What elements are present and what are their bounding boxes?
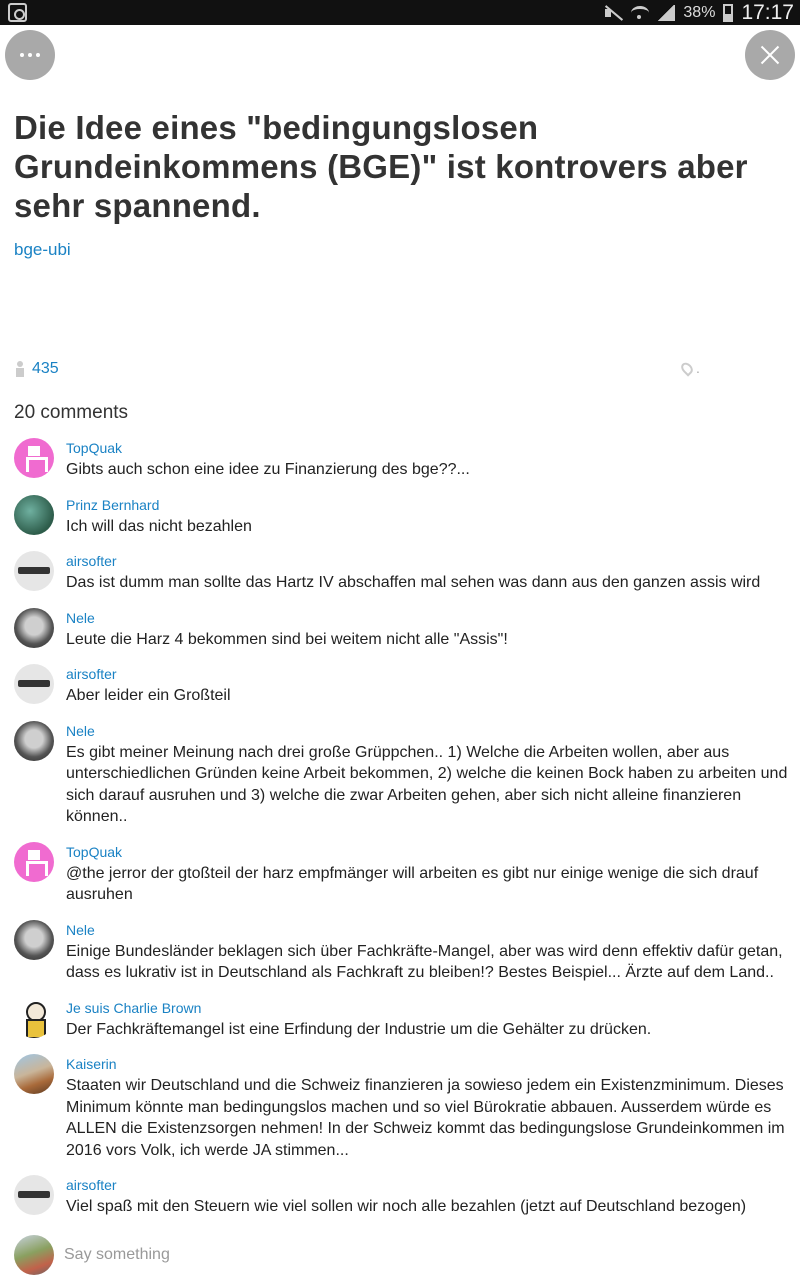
comment-author[interactable]: Prinz Bernhard bbox=[66, 496, 160, 513]
notification-icon bbox=[8, 3, 27, 22]
avatar[interactable] bbox=[14, 438, 54, 478]
avatar[interactable] bbox=[14, 551, 54, 591]
comment-item bbox=[14, 438, 794, 481]
battery-icon bbox=[723, 4, 733, 22]
status-bar bbox=[0, 0, 800, 25]
avatar[interactable] bbox=[14, 721, 54, 761]
location-pin-icon bbox=[679, 360, 695, 376]
comment-text: Es gibt meiner Meinung nach drei große Grüppchen.. 1) Welche die Arbeiten wollen, aber aus unterschiedlichen Gründen keine Arbeit bekommen, 2) welche die keinen Bock haben zu arbeiten und sich darauf ausruhen und 3) welche die zwar Arbeiten gehen, aber sich nicht alleine finanzieren können.. bbox=[66, 743, 788, 825]
comments-count: 20 comments bbox=[14, 402, 129, 423]
comment-text: @the jerror der gtoßteil der harz empfmänger will arbeiten es gibt nur einige wenige die sich drauf ausruhen bbox=[66, 864, 759, 903]
comment-item bbox=[14, 608, 794, 651]
comment-author[interactable]: Kaiserin bbox=[66, 1056, 117, 1072]
comment-input[interactable] bbox=[64, 1240, 764, 1270]
comment-item bbox=[14, 842, 794, 906]
comment-author[interactable]: airsofter bbox=[66, 553, 117, 569]
comment-author[interactable]: Nele bbox=[66, 722, 95, 739]
comment-author[interactable]: TopQuak bbox=[66, 843, 123, 860]
clock: 17:17 bbox=[741, 0, 794, 24]
comment-item bbox=[14, 664, 794, 707]
avatar[interactable] bbox=[14, 664, 54, 704]
supporters-count[interactable] bbox=[14, 360, 59, 378]
wifi-icon bbox=[631, 6, 649, 20]
avatar[interactable] bbox=[14, 1175, 54, 1215]
person-icon bbox=[14, 361, 26, 377]
avatar[interactable] bbox=[14, 1054, 54, 1094]
battery-percent: 38% bbox=[683, 3, 716, 21]
comment-text: Viel spaß mit den Steuern wie viel sollen wir noch alle bezahlen (jetzt auf Deutschland bezogen) bbox=[66, 1198, 747, 1215]
comment-author[interactable]: Nele bbox=[66, 921, 95, 938]
comment-item bbox=[14, 998, 794, 1041]
comment-author[interactable]: TopQuak bbox=[66, 440, 123, 456]
comment-item bbox=[14, 551, 794, 594]
comment-author[interactable]: Nele bbox=[66, 609, 95, 626]
comment-item bbox=[14, 721, 794, 828]
location-info bbox=[682, 360, 700, 376]
comment-author[interactable]: airsofter bbox=[66, 1177, 117, 1193]
comment-list[interactable] bbox=[14, 438, 794, 1228]
comment-text: Einige Bundesländer beklagen sich über Fachkräfte-Mangel, aber was wird denn effektiv dafür getan, dass es lukrativ ist in Deutschland als Fachkraft zu bleiben!? Bestes Beispiel... Ärzte auf dem Land.. bbox=[66, 942, 783, 981]
comment-text: Aber leider ein Großteil bbox=[66, 687, 231, 704]
comment-item bbox=[14, 495, 794, 538]
comment-item bbox=[14, 920, 794, 984]
comment-item bbox=[14, 1054, 794, 1161]
post-stats bbox=[14, 360, 784, 380]
mute-icon bbox=[603, 5, 623, 21]
more-button[interactable] bbox=[5, 30, 55, 80]
comment-text: Gibts auch schon eine idee zu Finanzierung des bge??... bbox=[66, 461, 470, 478]
avatar[interactable] bbox=[14, 920, 54, 960]
comment-text: Leute die Harz 4 bekommen sind bei weitem nicht alle "Assis"! bbox=[66, 630, 508, 648]
comment-composer bbox=[0, 1230, 800, 1280]
avatar[interactable] bbox=[14, 608, 54, 648]
avatar[interactable] bbox=[14, 842, 54, 882]
more-icon bbox=[20, 53, 40, 57]
supporters-value: 435 bbox=[32, 360, 59, 377]
user-avatar bbox=[14, 1235, 54, 1275]
comment-author[interactable]: Je suis Charlie Brown bbox=[66, 999, 202, 1016]
location-value: . bbox=[696, 360, 700, 376]
close-button[interactable] bbox=[745, 30, 795, 80]
comment-item bbox=[14, 1175, 794, 1218]
post-title: Die Idee eines "bedingungslosen Grundeinkommens (BGE)" ist kontrovers aber sehr spannend. bbox=[14, 109, 748, 224]
close-icon bbox=[759, 44, 781, 66]
comment-text: Staaten wir Deutschland und die Schweiz finanzieren ja sowieso jedem ein Existenzminimum. Dieses Minimum könnte man bedingungslos machen und so viel Bürokratie abbauen. Ausserdem würde es ALLEN die Existenzsorgen nehmen! In der Schweiz kommt das bedingungslose Grundeinkommen im 2016 vors Volk, ich werde JA stimmen... bbox=[66, 1077, 785, 1159]
signal-icon bbox=[657, 5, 675, 21]
comment-text: Der Fachkräftemangel ist eine Erfindung der Industrie um die Gehälter zu drücken. bbox=[66, 1020, 652, 1038]
avatar[interactable] bbox=[14, 998, 54, 1038]
avatar[interactable] bbox=[14, 495, 54, 535]
comment-text: Das ist dumm man sollte das Hartz IV abschaffen mal sehen was dann aus den ganzen assis wird bbox=[66, 574, 761, 591]
comment-author[interactable]: airsofter bbox=[66, 666, 117, 682]
comment-text: Ich will das nicht bezahlen bbox=[66, 517, 252, 535]
post-tag-link[interactable]: bge-ubi bbox=[14, 240, 71, 259]
